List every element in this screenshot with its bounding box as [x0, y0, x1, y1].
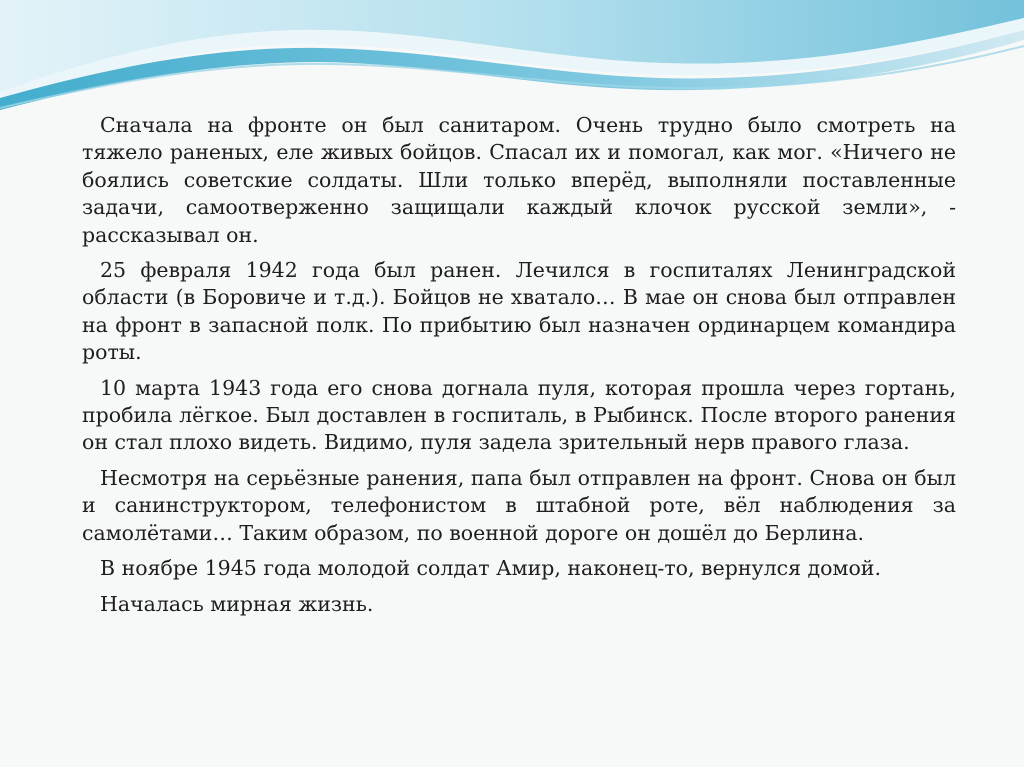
paragraph-3: 10 марта 1943 года его снова догнала пуля, которая прошла через гортань, пробила лёгкое. Был доставлен в госпиталь, в Рыбинск. После второго ранения он стал плохо видеть. Видимо, пуля задела зрительный нерв правого глаза.	[82, 375, 956, 455]
paragraph-1: Сначала на фронте он был санитаром. Очень трудно было смотреть на тяжело раненых, еле живых бойцов. Спасал их и помогал, как мог. «Ничего не боялись советские солдаты. Шли только вперёд, выполняли поставленные задачи, самоотверженно защищали каждый клочок русской земли», - рассказывал он.	[82, 113, 956, 247]
paragraph-6: Началась мирная жизнь.	[100, 591, 374, 616]
decorative-wave-header	[0, 0, 1024, 120]
paragraph-5: В ноябре 1945 года молодой солдат Амир, наконец-то, вернулся домой.	[100, 556, 881, 581]
paragraph-2: 25 февраля 1942 года был ранен. Лечился в госпиталях Ленинградской области (в Боровиче и т.д.). Бойцов не хватало… В мае он снова был отправлен на фронт в запасной полк. По прибытию был назначен ординарцем командира роты.	[82, 258, 956, 365]
main-text-content	[82, 112, 956, 626]
paragraph-4: Несмотря на серьёзные ранения, папа был отправлен на фронт. Снова он был и санинструктором, телефонистом в штабной роте, вёл наблюдения за самолётами… Таким образом, по военной дороге он дошёл до Берлина.	[82, 465, 956, 545]
